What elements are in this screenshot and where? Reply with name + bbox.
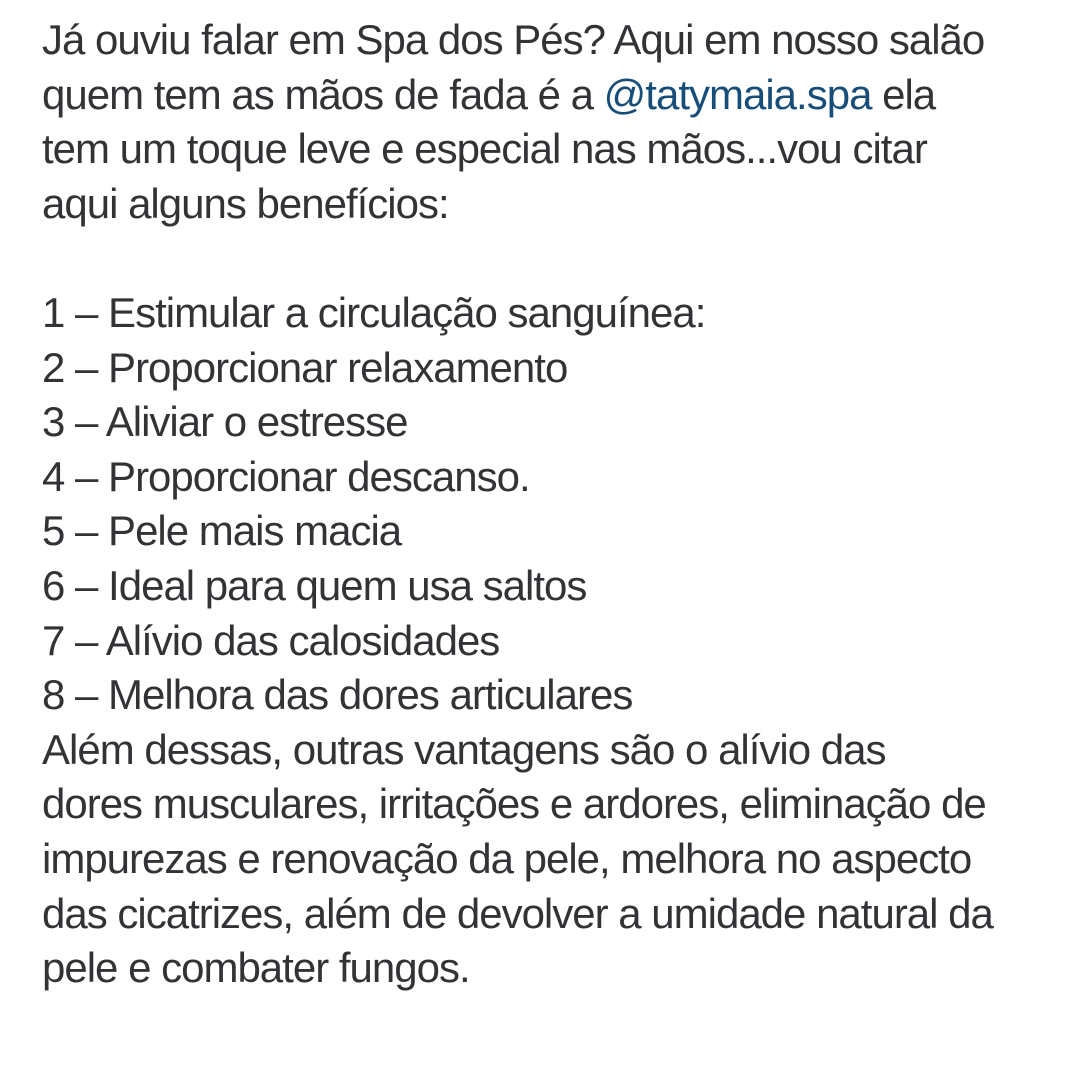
outro-paragraph — [42, 723, 1042, 996]
outro-line-3: impurezas e renovação da pele, melhora no aspecto — [42, 834, 972, 882]
benefit-item-8: 8 – Melhora das dores articulares — [42, 671, 633, 719]
benefit-item-5: 5 – Pele mais macia — [42, 507, 402, 555]
outro-line-1: Além dessas, outras vantagens são o alívio das — [42, 725, 886, 773]
outro-line-2: dores musculares, irritações e ardores, eliminação de — [42, 780, 986, 828]
intro-paragraph — [42, 13, 1042, 231]
intro-line-1: Já ouviu falar em Spa dos Pés? Aqui em nosso salão — [42, 16, 985, 63]
benefit-item-7: 7 – Alívio das calosidades — [42, 616, 500, 664]
benefit-item-3: 3 – Aliviar o estresse — [42, 398, 408, 446]
benefit-item-2: 2 – Proporcionar relaxamento — [42, 343, 568, 391]
benefit-item-6: 6 – Ideal para quem usa saltos — [42, 561, 587, 609]
benefit-item-1: 1 – Estimular a circulação sanguínea: — [42, 288, 706, 336]
outro-line-4: das cicatrizes, além de devolver a umidade natural da — [42, 889, 993, 937]
intro-line-3: tem um toque leve e especial nas mãos...vou citar — [42, 125, 927, 173]
intro-line-2-pre: quem tem as mãos de fada é a — [42, 70, 604, 118]
outro-line-5: pele e combater fungos. — [42, 944, 470, 992]
benefit-item-4: 4 – Proporcionar descanso. — [42, 452, 530, 500]
benefits-list — [42, 286, 1042, 723]
mention-link-tatymaia-spa[interactable]: @tatymaia.spa — [603, 70, 872, 118]
intro-line-2-post: ela — [871, 70, 936, 118]
intro-line-2 — [42, 68, 1042, 123]
intro-line-4: aqui alguns benefícios: — [42, 179, 449, 227]
caption-text-block — [42, 13, 1042, 996]
